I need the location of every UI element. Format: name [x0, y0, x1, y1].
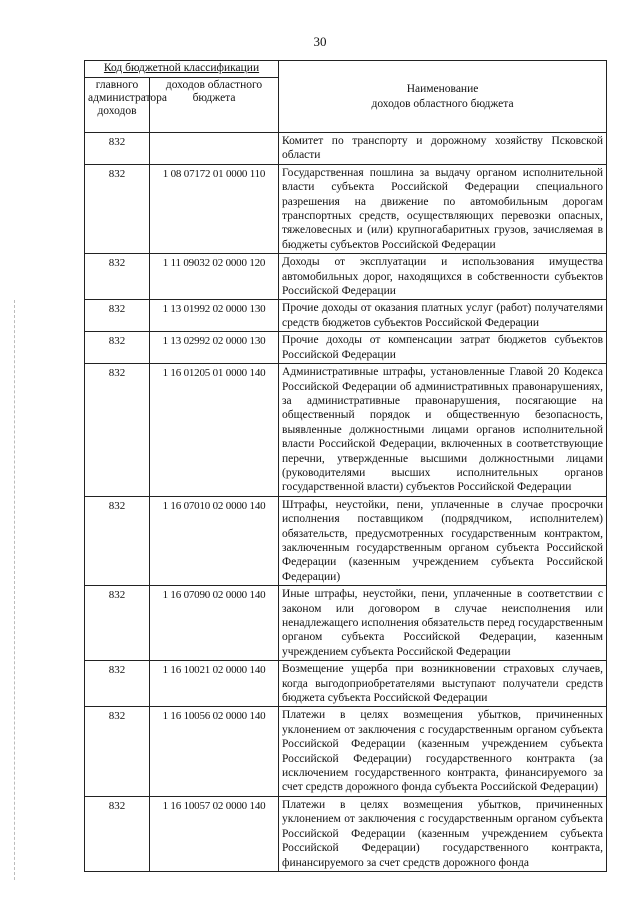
revenue-code-cell [150, 133, 279, 165]
revenue-name-cell: Доходы от эксплуатации и использования имущества автомобильных дорог, находящихся в собственности субъектов Российской Федерации [279, 254, 607, 300]
revenue-name-cell: Административные штрафы, установленные Главой 20 Кодекса Российской Федерации об административных правонарушениях, за административные правонарушения, посягающие на общественный порядок и общественную безопасность, выявленные должностными лицами органов исполнительной власти Российской Федерации, включенных в соответствующие перечни, утвержденные высшими должностными лицами (руководителями высших исполнительных органов государственной власти) субъектов Российской Федерации [279, 364, 607, 497]
header-group-label: Код бюджетной классификации [85, 61, 279, 78]
header-name-column [279, 61, 607, 133]
admin-code-cell: 832 [85, 707, 150, 796]
revenue-code-cell: 1 16 10021 02 0000 140 [150, 661, 279, 707]
table-row [85, 332, 607, 364]
revenue-name-cell: Возмещение ущерба при возникновении страховых случаев, когда выгодоприобретателями выступают получатели средств бюджета субъекта Российской Федерации [279, 661, 607, 707]
admin-code-cell: 832 [85, 796, 150, 871]
table-row [85, 661, 607, 707]
admin-code-cell: 832 [85, 364, 150, 497]
revenue-name-cell: Комитет по транспорту и дорожному хозяйству Псковской области [279, 133, 607, 165]
admin-code-cell: 832 [85, 300, 150, 332]
revenue-name-cell: Платежи в целях возмещения убытков, причиненных уклонением от заключения с государственным органом субъекта Российской Федерации (казенным учреждением субъекта Российской Федерации) государственного контракта, финансируемого за счет средств дорожного фонда [279, 796, 607, 871]
revenue-name-cell: Иные штрафы, неустойки, пени, уплаченные в соответствии с законом или договором в случае неисполнения или ненадлежащего исполнения обязательств перед государственным органом субъекта Российской Федерации, казенным учреждением субъекта Российской Федерации [279, 586, 607, 661]
revenue-code-cell: 1 13 02992 02 0000 130 [150, 332, 279, 364]
scan-edge-line [14, 300, 16, 880]
revenue-code-cell: 1 16 01205 01 0000 140 [150, 364, 279, 497]
revenue-name-cell: Прочие доходы от компенсации затрат бюджетов субъектов Российской Федерации [279, 332, 607, 364]
table-body [85, 133, 607, 872]
revenue-code-cell: 1 11 09032 02 0000 120 [150, 254, 279, 300]
header-admin-column: главного администратора доходов [85, 78, 150, 133]
table-row [85, 364, 607, 497]
revenue-name-cell: Платежи в целях возмещения убытков, причиненных уклонением от заключения с государственным органом субъекта Российской Федерации (казенным учреждением субъекта Российской Федерации) государственного контракта (за исключением государственного контракта, финансируемого за счет средств дорожного фонда субъекта Российской Федерации) [279, 707, 607, 796]
table-row [85, 300, 607, 332]
admin-code-cell: 832 [85, 133, 150, 165]
header-name-line1: Наименование [406, 82, 479, 95]
revenue-name-cell: Государственная пошлина за выдачу органом исполнительной власти субъекта Российской Федерации специального разрешения на движение по автомобильным дорогам транспортных средств, осуществляющих перевозки опасных, тяжеловесных и (или) крупногабаритных грузов, зачисляемая в бюджеты субъектов Российской Федерации [279, 164, 607, 253]
page-number: 30 [313, 34, 327, 49]
header-name-line2: доходов областного бюджета [371, 97, 514, 110]
table-row [85, 254, 607, 300]
header-code-column: доходов областного бюджета [150, 78, 279, 133]
admin-code-cell: 832 [85, 254, 150, 300]
revenue-code-cell: 1 16 10056 02 0000 140 [150, 707, 279, 796]
revenue-name-cell: Штрафы, неустойки, пени, уплаченные в случае просрочки исполнения поставщиком (подрядчиком, исполнителем) обязательств, предусмотренных государственным контрактом, заключенным государственным органом субъекта Российской Федерации (казенным учреждением субъекта Российской Федерации) [279, 496, 607, 585]
revenue-name-cell: Прочие доходы от оказания платных услуг (работ) получателями средств бюджетов субъектов Российской Федерации [279, 300, 607, 332]
revenue-code-cell: 1 13 01992 02 0000 130 [150, 300, 279, 332]
table-row [85, 164, 607, 253]
table-row [85, 586, 607, 661]
admin-code-cell: 832 [85, 164, 150, 253]
revenue-code-cell: 1 08 07172 01 0000 110 [150, 164, 279, 253]
admin-code-cell: 832 [85, 496, 150, 585]
admin-code-cell: 832 [85, 332, 150, 364]
table-row [85, 796, 607, 871]
revenue-code-cell: 1 16 07090 02 0000 140 [150, 586, 279, 661]
table-row [85, 133, 607, 165]
admin-code-cell: 832 [85, 661, 150, 707]
revenue-classification-table [84, 60, 607, 872]
table-row [85, 707, 607, 796]
admin-code-cell: 832 [85, 586, 150, 661]
table-row [85, 496, 607, 585]
revenue-code-cell: 1 16 07010 02 0000 140 [150, 496, 279, 585]
revenue-code-cell: 1 16 10057 02 0000 140 [150, 796, 279, 871]
